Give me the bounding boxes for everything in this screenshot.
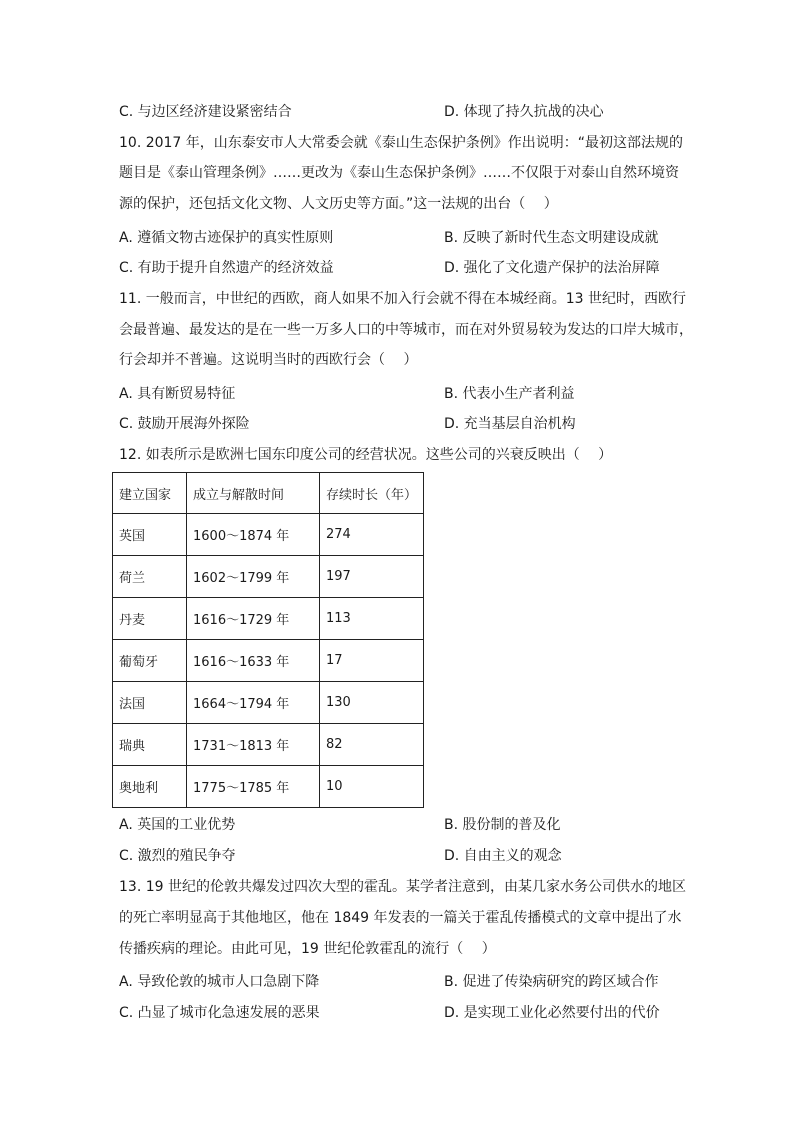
cell-country: 奥地利 xyxy=(113,766,187,808)
header-duration: 存续时长（年） xyxy=(320,473,424,514)
q12-option-b: B. 股份制的普及化 xyxy=(444,817,561,833)
cell-duration: 113 xyxy=(320,598,424,640)
q11-option-d: D. 充当基层自治机构 xyxy=(444,416,576,432)
table-row xyxy=(113,724,424,766)
header-country: 建立国家 xyxy=(113,473,187,514)
q11-option-c: C. 鼓励开展海外探险 xyxy=(119,416,250,432)
q12-option-d: D. 自由主义的观念 xyxy=(444,848,562,864)
q9-option-d: D. 体现了持久抗战的决心 xyxy=(444,104,604,120)
cell-period: 1600～1874 年 xyxy=(187,514,320,556)
q10-stem-line-3: 源的保护，还包括文化文物、人文历史等方面。”这一法规的出台（ ） xyxy=(119,196,558,212)
table-row xyxy=(113,682,424,724)
q13-option-c: C. 凸显了城市化急速发展的恶果 xyxy=(119,1005,320,1021)
cell-period: 1616～1729 年 xyxy=(187,598,320,640)
cell-duration: 197 xyxy=(320,556,424,598)
q13-option-a: A. 导致伦敦的城市人口急剧下降 xyxy=(119,974,320,990)
q10-option-d: D. 强化了文化遗产保护的法治屏障 xyxy=(444,260,660,276)
table-row xyxy=(113,514,424,556)
q10-option-c: C. 有助于提升自然遗产的经济效益 xyxy=(119,260,334,276)
q13-option-b: B. 促进了传染病研究的跨区域合作 xyxy=(444,974,659,990)
q10-option-a: A. 遵循文物古迹保护的真实性原则 xyxy=(119,230,334,246)
header-period: 成立与解散时间 xyxy=(187,473,320,514)
cell-country: 英国 xyxy=(113,514,187,556)
q11-stem-line-1: 11. 一般而言，中世纪的西欧，商人如果不加入行会就不得在本城经商。13 世纪时，西欧行 xyxy=(119,291,686,307)
table-row xyxy=(113,766,424,808)
q9-option-c: C. 与边区经济建设紧密结合 xyxy=(119,104,292,120)
cell-duration: 130 xyxy=(320,682,424,724)
table-row xyxy=(113,640,424,682)
q13-option-d: D. 是实现工业化必然要付出的代价 xyxy=(444,1005,660,1021)
q11-stem-line-2: 会最普遍、最发达的是在一些一万多人口的中等城市，而在对外贸易较为发达的口岸大城市， xyxy=(119,322,693,338)
cell-country: 荷兰 xyxy=(113,556,187,598)
cell-duration: 10 xyxy=(320,766,424,808)
cell-country: 葡萄牙 xyxy=(113,640,187,682)
q10-stem-line-1: 10. 2017 年，山东泰安市人大常委会就《泰山生态保护条例》作出说明：“最初这部法规的 xyxy=(119,135,684,151)
cell-period: 1602～1799 年 xyxy=(187,556,320,598)
cell-country: 瑞典 xyxy=(113,724,187,766)
cell-duration: 274 xyxy=(320,514,424,556)
table-row xyxy=(113,598,424,640)
q11-stem-line-3: 行会却并不普遍。这说明当时的西欧行会（ ） xyxy=(119,352,418,368)
q13-stem-line-3: 传播疾病的理论。由此可见，19 世纪伦敦霍乱的流行（ ） xyxy=(119,941,496,957)
q10-option-b: B. 反映了新时代生态文明建设成就 xyxy=(444,230,659,246)
cell-country: 丹麦 xyxy=(113,598,187,640)
table-row xyxy=(113,556,424,598)
q11-option-a: A. 具有断贸易特征 xyxy=(119,386,236,402)
cell-period: 1664～1794 年 xyxy=(187,682,320,724)
q13-stem-line-1: 13. 19 世纪的伦敦共爆发过四次大型的霍乱。某学者注意到，由某几家水务公司供水的地区 xyxy=(119,879,686,895)
cell-country: 法国 xyxy=(113,682,187,724)
q12-stem: 12. 如表所示是欧洲七国东印度公司的经营状况。这些公司的兴衰反映出（ ） xyxy=(119,447,613,463)
cell-period: 1775～1785 年 xyxy=(187,766,320,808)
cell-period: 1731～1813 年 xyxy=(187,724,320,766)
east-india-company-table xyxy=(112,472,424,808)
q11-option-b: B. 代表小生产者利益 xyxy=(444,386,575,402)
q12-option-a: A. 英国的工业优势 xyxy=(119,817,236,833)
q10-stem-line-2: 题目是《泰山管理条例》……更改为《泰山生态保护条例》……不仅限于对泰山自然环境资 xyxy=(119,165,679,181)
q13-stem-line-2: 的死亡率明显高于其他地区，他在 1849 年发表的一篇关于霍乱传播模式的文章中提出了水 xyxy=(119,910,682,926)
q12-option-c: C. 激烈的殖民争夺 xyxy=(119,848,236,864)
cell-duration: 82 xyxy=(320,724,424,766)
table-header-row xyxy=(113,473,424,514)
cell-period: 1616～1633 年 xyxy=(187,640,320,682)
cell-duration: 17 xyxy=(320,640,424,682)
